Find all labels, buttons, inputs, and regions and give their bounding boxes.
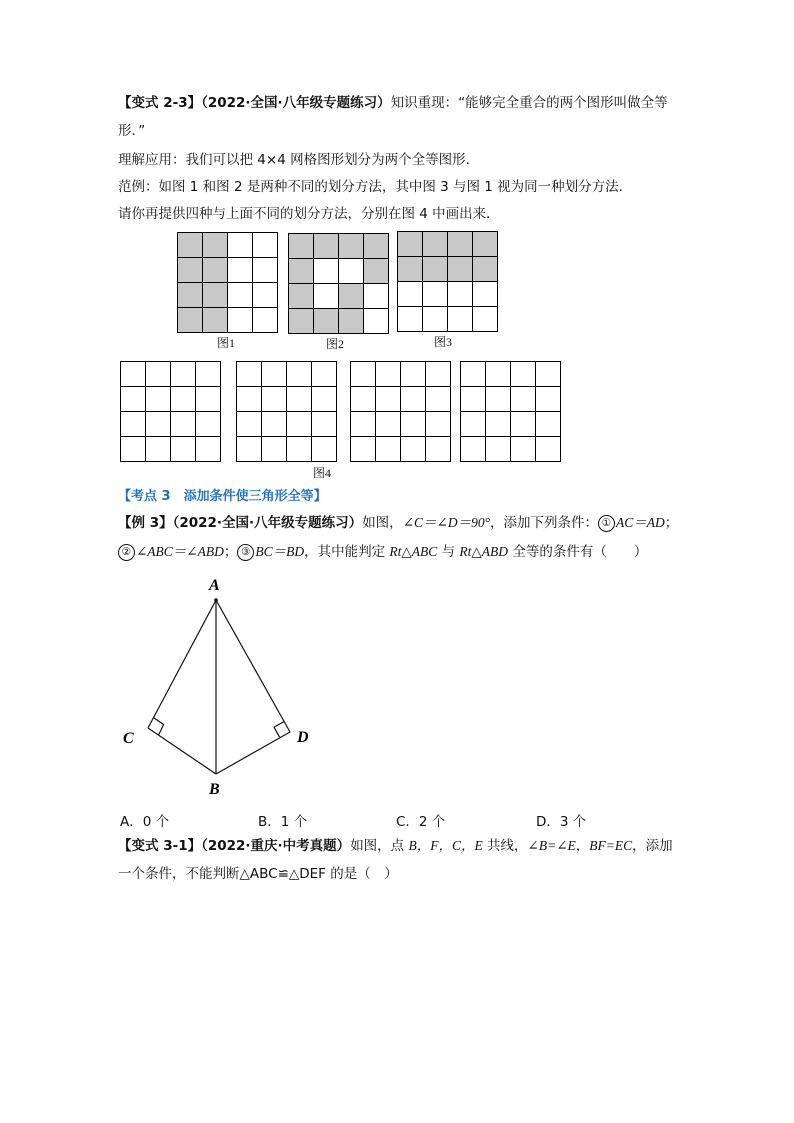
grid-cell	[426, 362, 451, 387]
grid-cell	[178, 308, 203, 333]
example3-tail2: 与	[437, 544, 460, 560]
grid-cell	[364, 259, 389, 284]
section3-heading: 【考点 3 添加条件使三角形全等】	[118, 489, 327, 504]
variant31-tag: 【变式 3-1】	[118, 838, 202, 854]
grid-cell	[178, 258, 203, 283]
example3-add: ，添加下列条件：	[489, 515, 598, 531]
grid-cell	[228, 233, 253, 258]
grid-cell	[398, 257, 423, 282]
variant31-line1	[118, 836, 673, 856]
grid-cell	[203, 258, 228, 283]
grid-cell	[178, 233, 203, 258]
grid-cell	[401, 412, 426, 437]
variant31-sep: ，	[575, 838, 590, 854]
grid-cell	[253, 258, 278, 283]
grid-cell	[401, 437, 426, 462]
grid-cell	[448, 232, 473, 257]
grid-cell	[339, 259, 364, 284]
label-c: C	[123, 730, 134, 747]
figure4-grid-2[interactable]	[236, 361, 337, 462]
example3-line1	[118, 513, 678, 533]
grid-cell	[171, 362, 196, 387]
grid-cell	[423, 307, 448, 332]
condition1: AC＝AD	[615, 515, 665, 530]
grid-cell	[339, 309, 364, 334]
grid-cell	[196, 437, 221, 462]
grid-cell	[314, 309, 339, 334]
example3-given: ∠C＝∠D＝90°	[402, 515, 490, 530]
grid-cell	[314, 259, 339, 284]
grid-cell	[473, 282, 498, 307]
figure4-grid-1[interactable]	[120, 361, 221, 462]
grid-cell	[121, 362, 146, 387]
condition2: ∠ABC＝∠ABD	[136, 544, 224, 559]
grid-cell	[376, 412, 401, 437]
variant23-text2: 形．”	[118, 123, 146, 139]
grid-cell	[287, 412, 312, 437]
grid-cell	[461, 362, 486, 387]
grid-cell	[461, 387, 486, 412]
triangle-abd: Rt△ABD	[459, 544, 509, 559]
figure3-caption: 图3	[434, 335, 453, 349]
grid-cell	[448, 257, 473, 282]
figure2-grid	[288, 233, 389, 334]
grid-cell	[289, 234, 314, 259]
grid-cell	[237, 362, 262, 387]
option-b[interactable]: B．1 个	[258, 814, 308, 830]
right-angle-mark-d	[274, 722, 284, 738]
grid-cell	[237, 412, 262, 437]
variant23-source: （2022·全国·八年级专题练习）	[201, 95, 391, 111]
grid-cell	[398, 307, 423, 332]
grid-cell	[287, 437, 312, 462]
grid-cell	[461, 412, 486, 437]
figure4-caption: 图4	[313, 466, 332, 480]
variant31-text1: 如图，点	[350, 838, 409, 854]
grid-cell	[351, 387, 376, 412]
grid-cell	[473, 257, 498, 282]
grid-cell	[253, 308, 278, 333]
grid-cell	[461, 437, 486, 462]
grid-cell	[228, 308, 253, 333]
grid-cell	[364, 309, 389, 334]
variant23-task: 请你再提供四种与上面不同的划分方法，分别在图 4 中画出来．	[118, 206, 500, 222]
grid-cell	[448, 307, 473, 332]
segment-ac	[148, 600, 216, 728]
grid-cell	[196, 412, 221, 437]
example3-intro: 如图，	[362, 515, 403, 531]
grid-cell	[314, 284, 339, 309]
grid-cell	[262, 412, 287, 437]
option-a[interactable]: A．0 个	[120, 814, 170, 830]
point-a-dot	[214, 598, 218, 602]
grid-cell	[426, 387, 451, 412]
grid-cell	[511, 412, 536, 437]
grid-cell	[473, 307, 498, 332]
figure3-grid	[397, 231, 498, 332]
grid-cell	[314, 234, 339, 259]
grid-cell	[536, 437, 561, 462]
figure1-caption: 图1	[217, 336, 236, 350]
grid-cell	[237, 387, 262, 412]
grid-cell	[121, 412, 146, 437]
grid-cell	[486, 412, 511, 437]
variant23-text1: 知识重现：“能够完全重合的两个图形叫做全等	[390, 95, 668, 111]
grid-cell	[146, 362, 171, 387]
grid-cell	[312, 412, 337, 437]
variant31-line2: 一个条件，不能判断△ABC≌△DEF 的是（ ）	[118, 866, 398, 882]
grid-cell	[398, 282, 423, 307]
separator: ；	[664, 515, 679, 531]
variant23-tag: 【变式 2-3】	[118, 95, 202, 111]
grid-cell	[423, 232, 448, 257]
grid-cell	[426, 412, 451, 437]
separator: ；	[223, 544, 238, 560]
grid-cell	[398, 232, 423, 257]
variant23-example: 范例：如图 1 和图 2 是两种不同的划分方法，其中图 3 与图 1 视为同一种划分方法．	[118, 179, 633, 195]
example3-tag: 【例 3】	[118, 515, 173, 531]
grid-cell	[253, 233, 278, 258]
variant31-text2: 共线，	[482, 838, 528, 854]
grid-cell	[426, 437, 451, 462]
figure4-grid-4[interactable]	[460, 361, 561, 462]
condition3: BC＝BD	[255, 544, 305, 559]
grid-cell	[171, 437, 196, 462]
grid-cell	[401, 387, 426, 412]
variant31-angle: ∠B=∠E	[527, 838, 576, 853]
grid-cell	[448, 282, 473, 307]
grid-cell	[289, 284, 314, 309]
grid-cell	[376, 362, 401, 387]
label-b: B	[209, 781, 220, 798]
grid-cell	[511, 387, 536, 412]
condition2-number: ②	[118, 544, 135, 561]
grid-cell	[511, 437, 536, 462]
grid-cell	[312, 387, 337, 412]
variant31-text3: ，添加	[632, 838, 673, 854]
option-d[interactable]: D．3 个	[536, 814, 587, 830]
grid-cell	[401, 362, 426, 387]
grid-cell	[253, 283, 278, 308]
grid-cell	[486, 362, 511, 387]
grid-cell	[289, 259, 314, 284]
grid-cell	[423, 282, 448, 307]
grid-cell	[351, 437, 376, 462]
grid-cell	[351, 412, 376, 437]
example3-tail3: 全等的条件有（ ）	[508, 544, 648, 560]
grid-cell	[203, 283, 228, 308]
grid-cell	[376, 437, 401, 462]
grid-cell	[262, 387, 287, 412]
triangle-abc: Rt△ABC	[389, 544, 438, 559]
condition1-number: ①	[598, 515, 615, 532]
grid-cell	[196, 362, 221, 387]
variant31-source: （2022·重庆·中考真题）	[201, 838, 351, 854]
grid-cell	[146, 437, 171, 462]
grid-cell	[146, 387, 171, 412]
grid-cell	[287, 362, 312, 387]
grid-cell	[203, 233, 228, 258]
label-a: A	[209, 577, 220, 594]
variant31-segment: BF=EC	[589, 838, 633, 853]
example3-source: （2022·全国·八年级专题练习）	[172, 515, 363, 531]
grid-cell	[536, 362, 561, 387]
grid-cell	[203, 308, 228, 333]
condition3-number: ③	[237, 544, 254, 561]
segment-cb	[148, 728, 216, 774]
example3-line2	[118, 542, 647, 562]
grid-cell	[178, 283, 203, 308]
grid-cell	[339, 284, 364, 309]
variant31-points: B，F，C，E	[408, 838, 483, 853]
grid-cell	[423, 257, 448, 282]
grid-cell	[486, 437, 511, 462]
grid-cell	[364, 234, 389, 259]
grid-cell	[536, 412, 561, 437]
variant23-line1	[118, 93, 668, 113]
example3-tail1: ，其中能判定	[304, 544, 390, 560]
grid-cell	[228, 283, 253, 308]
grid-cell	[511, 362, 536, 387]
grid-cell	[171, 387, 196, 412]
grid-cell	[121, 437, 146, 462]
grid-cell	[376, 387, 401, 412]
figure2-caption: 图2	[326, 337, 345, 351]
segment-db	[216, 732, 290, 774]
grid-cell	[312, 362, 337, 387]
grid-cell	[312, 437, 337, 462]
grid-cell	[237, 437, 262, 462]
option-c[interactable]: C．2 个	[396, 814, 446, 830]
segment-ad	[216, 600, 290, 732]
variant23-apply: 理解应用：我们可以把 4×4 网格图形划分为两个全等图形．	[118, 152, 480, 168]
label-d: D	[297, 729, 309, 746]
grid-cell	[473, 232, 498, 257]
grid-cell	[228, 258, 253, 283]
grid-cell	[351, 362, 376, 387]
grid-cell	[262, 437, 287, 462]
grid-cell	[536, 387, 561, 412]
grid-cell	[289, 309, 314, 334]
grid-cell	[486, 387, 511, 412]
grid-cell	[364, 284, 389, 309]
grid-cell	[287, 387, 312, 412]
kite-diagram	[110, 570, 330, 800]
grid-cell	[339, 234, 364, 259]
grid-cell	[121, 387, 146, 412]
grid-cell	[262, 362, 287, 387]
grid-cell	[171, 412, 196, 437]
figure4-grid-3[interactable]	[350, 361, 451, 462]
figure1-grid	[177, 232, 278, 333]
grid-cell	[146, 412, 171, 437]
grid-cell	[196, 387, 221, 412]
